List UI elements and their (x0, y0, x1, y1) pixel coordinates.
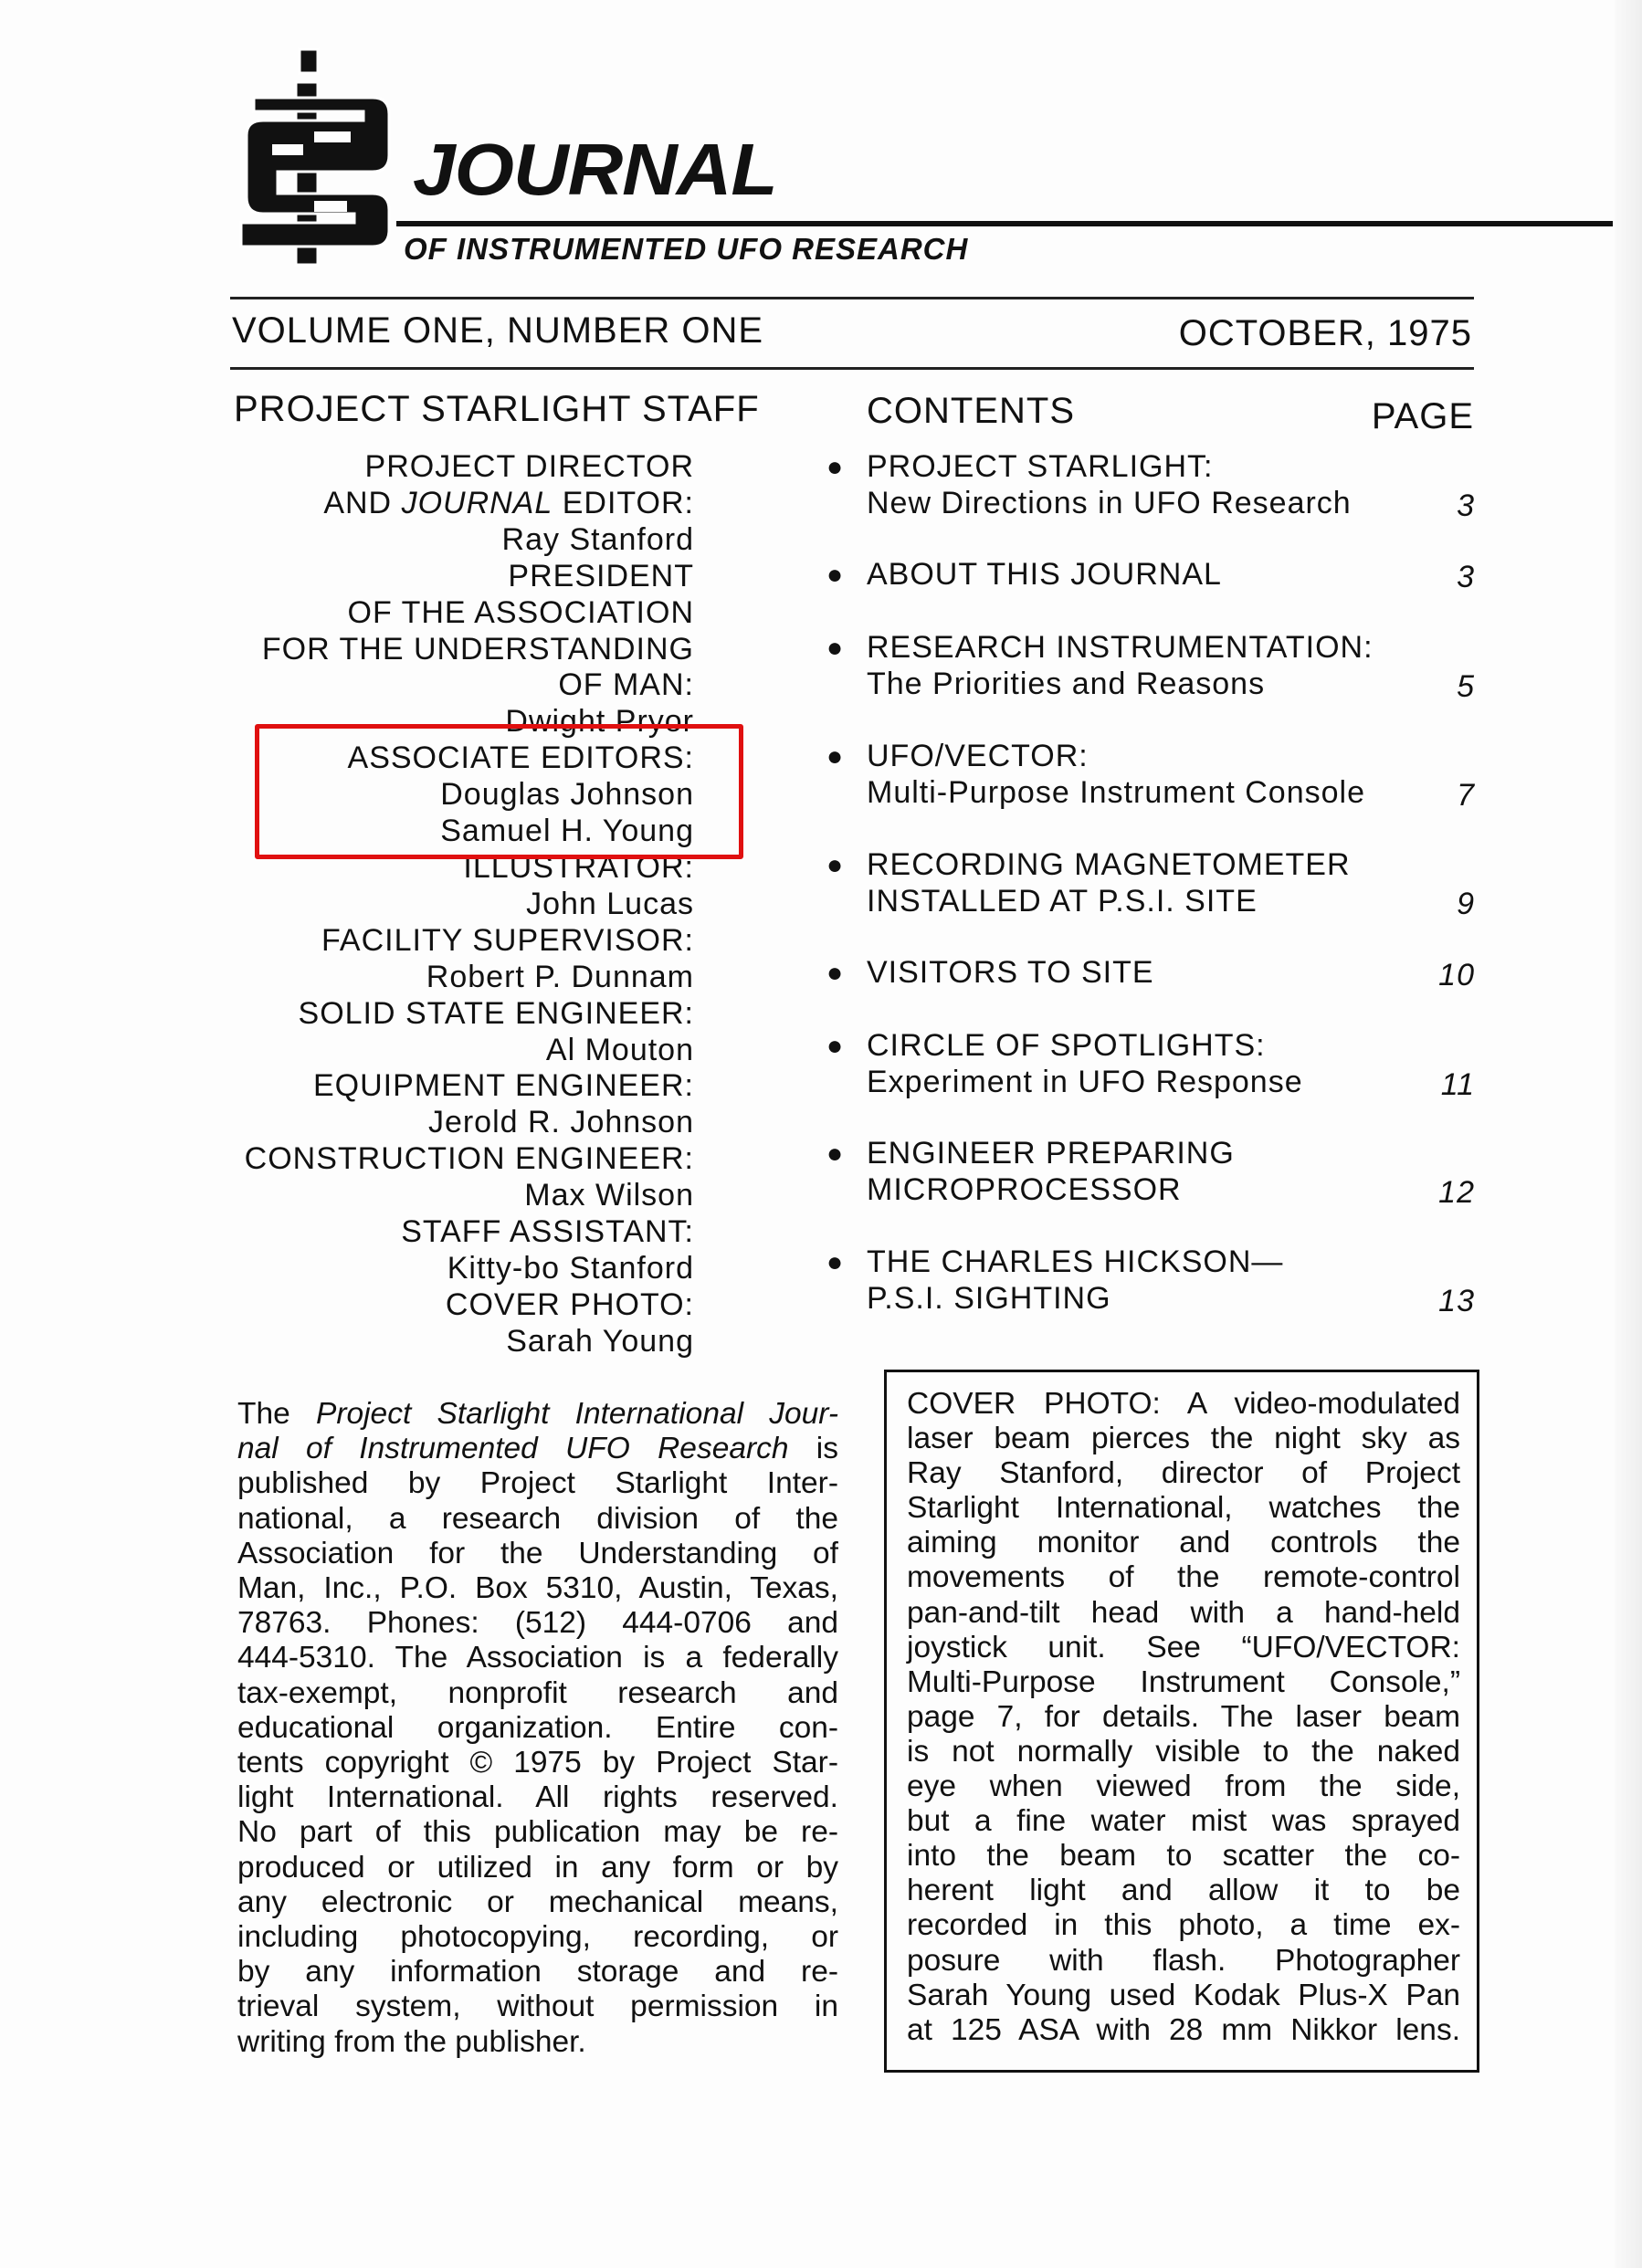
caption-line: Starlight International, watches the (907, 1491, 1460, 1526)
italic-text: JOURNAL (401, 485, 553, 520)
contents-entry-title (867, 630, 1374, 702)
publisher-note-line: trieval system, without permission in (237, 1990, 838, 2024)
bullet-icon: ● (826, 452, 845, 482)
caption-line: Ray Stanford, director of Project (907, 1456, 1460, 1491)
staff-line: PRESIDENT (508, 558, 694, 593)
contents-entry-line: INSTALLED AT P.S.I. SITE (867, 883, 1258, 919)
journal-subtitle: OF INSTRUMENTED UFO RESEARCH (404, 232, 969, 266)
caption-line: eye when viewed from the side, (907, 1769, 1460, 1804)
contents-entry-title (867, 1244, 1283, 1317)
contents-entry-title (867, 739, 1365, 811)
bullet-icon: ● (826, 633, 845, 663)
text-segment: AND (323, 485, 402, 520)
masthead-rule (396, 221, 1613, 226)
caption-line: laser beam pierces the night sky as (907, 1422, 1460, 1456)
caption-line: joystick unit. See “UFO/VECTOR: (907, 1630, 1460, 1664)
contents-entry-line: P.S.I. SIGHTING (867, 1280, 1111, 1316)
staff-line: Jerold R. Johnson (427, 1105, 694, 1140)
volume-number: VOLUME ONE, NUMBER ONE (232, 310, 764, 351)
publisher-note-line: Man, Inc., P.O. Box 5310, Austin, Texas, (237, 1571, 838, 1606)
publisher-note-line (237, 1432, 838, 1466)
publisher-note-line: Association for the Understanding of (237, 1536, 838, 1570)
staff-line: John Lucas (526, 886, 694, 921)
publisher-note-line: by any information storage and re- (237, 1955, 838, 1990)
contents-entry-page: 12 (1438, 1174, 1475, 1210)
caption-line: movements of the remote-control (907, 1560, 1460, 1595)
caption-line: but a fine water mist was sprayed (907, 1804, 1460, 1839)
caption-line: pan-and-tilt head with a hand-held (907, 1595, 1460, 1630)
staff-line: Al Mouton (545, 1032, 694, 1067)
divider-bottom (230, 367, 1474, 370)
contents-entry-title (867, 1028, 1303, 1100)
bullet-icon: ● (826, 958, 845, 988)
publisher-note-line: No part of this publication may be re- (237, 1815, 838, 1850)
staff-line: Kitty-bo Stanford (447, 1250, 694, 1286)
contents-entry-page: 10 (1438, 958, 1475, 992)
publisher-note-line: published by Project Starlight Inter- (237, 1466, 838, 1501)
contents-entry-page: 3 (1457, 488, 1475, 523)
divider-top (230, 297, 1474, 299)
caption-line: Multi-Purpose Instrument Console,” (907, 1664, 1460, 1699)
text-segment: EDITOR: (553, 485, 694, 520)
contents-entry-line: RESEARCH INSTRUMENTATION: (867, 630, 1374, 665)
staff-line: OF MAN: (558, 667, 694, 703)
page-edge-shadow (1615, 0, 1642, 2268)
text-segment: The (237, 1397, 316, 1431)
staff-line: SOLID STATE ENGINEER: (298, 995, 694, 1031)
contents-entry-line: ABOUT THIS JOURNAL (867, 557, 1222, 592)
publisher-note-line: any electronic or mechanical means, (237, 1885, 838, 1919)
caption-line: into the beam to scatter the co- (907, 1839, 1460, 1874)
contents-entry-line: RECORDING MAGNETOMETER (867, 847, 1351, 882)
highlight-box-associate-editors (255, 724, 743, 859)
caption-line: recorded in this photo, a time ex- (907, 1908, 1460, 1943)
contents-entry-line: Experiment in UFO Response (867, 1064, 1303, 1099)
bullet-icon: ● (826, 1247, 845, 1277)
publisher-note-line: 78763. Phones: (512) 444-0706 and (237, 1606, 838, 1641)
publisher-note-line: writing from the publisher. (237, 2024, 586, 2059)
staff-line: Robert P. Dunnam (426, 959, 694, 994)
bullet-icon: ● (826, 741, 845, 772)
staff-line: Ray Stanford (501, 521, 694, 557)
contents-entry-line: ENGINEER PREPARING (867, 1136, 1235, 1171)
staff-heading: PROJECT STARLIGHT STAFF (234, 389, 760, 429)
staff-line: Samuel H. Young (440, 814, 694, 849)
caption-line: Sarah Young used Kodak Plus-X Pan (907, 1978, 1460, 2012)
contents-entry-title (867, 955, 1154, 992)
contents-entry-page: 7 (1457, 777, 1475, 813)
staff-line: EQUIPMENT ENGINEER: (313, 1068, 694, 1104)
spi-logo (236, 47, 393, 268)
contents-entry-title (867, 557, 1222, 593)
bullet-icon: ● (826, 850, 845, 880)
publisher-note-line: tents copyright © 1975 by Project Star- (237, 1746, 838, 1780)
staff-line: ASSOCIATE EDITORS: (347, 740, 694, 776)
caption-line: COVER PHOTO: A video-modulated (907, 1387, 1460, 1421)
caption-line: aiming monitor and controls the (907, 1526, 1460, 1560)
publisher-note-line (237, 1397, 838, 1432)
staff-line: FOR THE UNDERSTANDING (261, 631, 694, 667)
text-segment: is (788, 1432, 839, 1466)
caption-line: page 7, for details. The laser beam (907, 1699, 1460, 1734)
publisher-note-line: 444-5310. The Association is a federally (237, 1641, 838, 1675)
staff-line: OF THE ASSOCIATION (347, 594, 694, 630)
contents-heading: CONTENTS (867, 391, 1075, 431)
contents-entry-page: 9 (1457, 886, 1475, 921)
contents-entry-page: 11 (1440, 1066, 1475, 1102)
bullet-icon: ● (826, 1031, 845, 1061)
contents-entry-line: THE CHARLES HICKSON— (867, 1244, 1284, 1279)
contents-entry-line: MICROPROCESSOR (867, 1171, 1182, 1207)
publisher-note-line: light International. All rights reserved. (237, 1780, 838, 1815)
staff-line (228, 486, 694, 522)
contents-entry-line: PROJECT STARLIGHT: (867, 449, 1214, 484)
caption-line: posure with flash. Photographer (907, 1943, 1460, 1978)
contents-entry-line: VISITORS TO SITE (867, 955, 1154, 990)
caption-line: is not normally visible to the naked (907, 1734, 1460, 1769)
staff-line: PROJECT DIRECTOR (364, 449, 694, 484)
staff-line: ILLUSTRATOR: (463, 849, 694, 885)
publisher-note-line: tax-exempt, nonprofit research and (237, 1675, 838, 1710)
staff-line: Sarah Young (506, 1323, 694, 1359)
italic-text: nal of Instrumented UFO Research (237, 1432, 789, 1466)
publisher-note-line: including photocopying, recording, or (237, 1920, 838, 1955)
contents-entry-title (867, 449, 1352, 521)
staff-line: CONSTRUCTION ENGINEER: (244, 1141, 694, 1177)
publisher-note-line: national, a research division of the (237, 1501, 838, 1536)
publisher-note-line: educational organization. Entire con- (237, 1710, 838, 1745)
contents-entry-line: UFO/VECTOR: (867, 739, 1089, 773)
contents-entry-page: 3 (1457, 560, 1475, 594)
contents-entry-line: New Directions in UFO Research (867, 485, 1352, 520)
contents-entry-title (867, 1136, 1235, 1208)
contents-entry-page: 5 (1457, 668, 1475, 704)
page-heading: PAGE (1371, 396, 1474, 436)
contents-entry-line: CIRCLE OF SPOTLIGHTS: (867, 1028, 1266, 1063)
caption-line: herent light and allow it to be (907, 1874, 1460, 1908)
bullet-icon: ● (826, 1139, 845, 1169)
publisher-note (237, 1397, 838, 2060)
staff-line: FACILITY SUPERVISOR: (321, 922, 694, 958)
staff-list (228, 449, 694, 1360)
issue-date: OCTOBER, 1975 (1178, 313, 1472, 353)
bullet-icon: ● (826, 560, 845, 590)
cover-photo-caption (907, 1387, 1460, 2048)
contents-entry-title (867, 847, 1351, 919)
cover-photo-caption-box (884, 1370, 1479, 2073)
contents-entry-page: 13 (1438, 1283, 1475, 1318)
staff-line: Douglas Johnson (440, 777, 694, 813)
publisher-note-line: produced or utilized in any form or by (237, 1850, 838, 1885)
staff-line: STAFF ASSISTANT: (401, 1214, 694, 1250)
staff-line: Dwight Pryor (505, 704, 694, 740)
contents-entry-line: Multi-Purpose Instrument Console (867, 774, 1366, 810)
caption-line: at 125 ASA with 28 mm Nikkor lens. (907, 2012, 1460, 2047)
italic-text: Project Starlight International Jour- (315, 1397, 838, 1431)
staff-line: COVER PHOTO: (445, 1286, 694, 1322)
staff-line: Max Wilson (524, 1178, 694, 1213)
journal-title: JOURNAL (413, 129, 777, 210)
contents-entry-line: The Priorities and Reasons (867, 666, 1266, 701)
